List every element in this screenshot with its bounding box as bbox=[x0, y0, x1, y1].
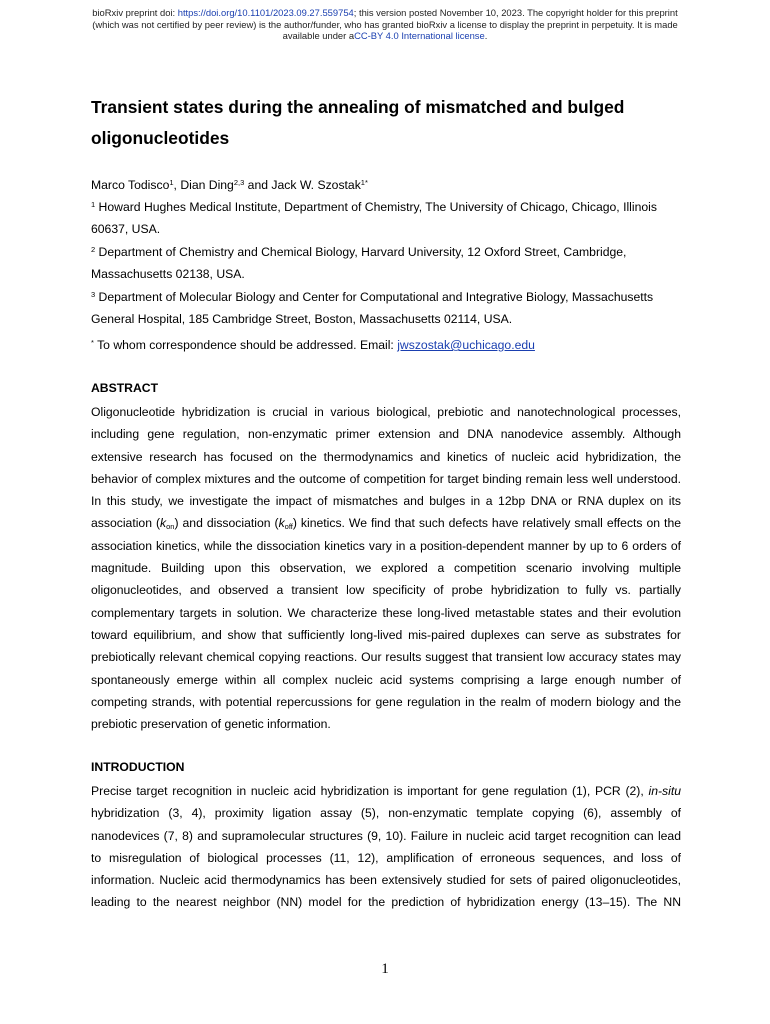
introduction-text: Precise target recognition in nucleic acid hybridization is important for gene regulation (1), PCR (2), in-situ hybridization (3, 4), proximity ligation assay (5), non-enzymatic template copying (6), assembly of nanodevices (7, 8) and supramolecular structures (9, 10). Failure in nucleic acid target recognition can lead to misregulation of biological processes (11, 12), amplification of erroneous sequences, and loss of information. Nucleic acid thermodynamics has been extensively studied for sets of paired oligonucleotides, leading to the nearest neighbor (NN) model for the prediction of hybridization energy (13–15). The NN bbox=[91, 784, 681, 910]
author-list: Marco Todisco$^1$, Dian Ding$^{2,3}$ and Jack W. Szostak$^{1*}$ bbox=[91, 178, 368, 192]
header-line-1: bioRxiv preprint doi: https://doi.org/10.1101/2023.09.27.559754; this version posted November 10, 2023. The copyright holder for this preprint bbox=[92, 7, 678, 18]
paper-title: Transient states during the annealing of mismatched and bulged oligonucleotides bbox=[91, 97, 625, 148]
abstract-heading: ABSTRACT bbox=[91, 381, 159, 395]
email-link[interactable]: jwszostak@uchicago.edu bbox=[397, 338, 535, 352]
introduction-heading: INTRODUCTION bbox=[91, 760, 185, 774]
header-line-3: available under aCC-BY 4.0 International license. bbox=[282, 30, 488, 42]
license-link[interactable]: CC-BY 4.0 International license bbox=[354, 30, 485, 42]
doi-link[interactable]: https://doi.org/10.1101/2023.09.27.559754 bbox=[177, 7, 354, 18]
affiliation-3: $^3$ Department of Molecular Biology and Center for Computational and Integrative Biology, Massachusetts General Hospital, 185 Cambridge Street, Boston, Massachusetts 02114, USA. bbox=[91, 290, 654, 327]
affiliation-2: $^2$ Department of Chemistry and Chemical Biology, Harvard University, 12 Oxford Street, Cambridge, Massachusetts 02138, USA. bbox=[91, 245, 627, 282]
preprint-header bbox=[0, 7, 770, 42]
header-line-2: (which was not certified by peer review) is the author/funder, who has granted bioRxiv a license to display the preprint in perpetuity. It is made bbox=[92, 18, 678, 30]
affiliation-1: $^1$ Howard Hughes Medical Institute, Department of Chemistry, The University of Chicago, Chicago, Illinois 60637, USA. bbox=[91, 200, 657, 237]
abstract-text: Oligonucleotide hybridization is crucial in various biological, prebiotic and nanotechnological processes, including gene regulation, non-enzymatic primer extension and DNA nanodevice assembly. Although extensive research has focused on the thermodynamics and kinetics of nucleic acid hybridization, the behavior of complex mixtures and the outcome of competition for target binding remain less well understood. In this study, we investigate the impact of mismatches and bulges in a 12bp DNA or RNA duplex on its association $(k_{on})$ and dissociation $(k_{off})$ kinetics. We find that such defects have relatively small effects on the association kinetics, while the dissociation kinetics vary in a position-dependent manner by up to 6 orders of magnitude. Building upon this observation, we explored a competition scenario involving multiple oligonucleotides, and observed a transient low specificity of probe hybridization to fully vs. partially complementary targets in solution. We characterize these long-lived metastable states and their evolution toward equilibrium, and show that sufficiently long-lived mis-paired duplexes can serve as substrates for prebiotically relevant chemical copying reactions. Our results suggest that transient low accuracy states may spontaneously emerge within all complex nucleic acid systems comprising a large enough number of competing strands, with potential repercussions for gene regulation in the realm of modern biology and the prebiotic preservation of genetic information. bbox=[91, 405, 681, 732]
correspondence-note: * To whom correspondence should be addressed. Email: jwszostak@uchicago.edu bbox=[91, 338, 535, 352]
page-number: 1 bbox=[381, 961, 389, 977]
